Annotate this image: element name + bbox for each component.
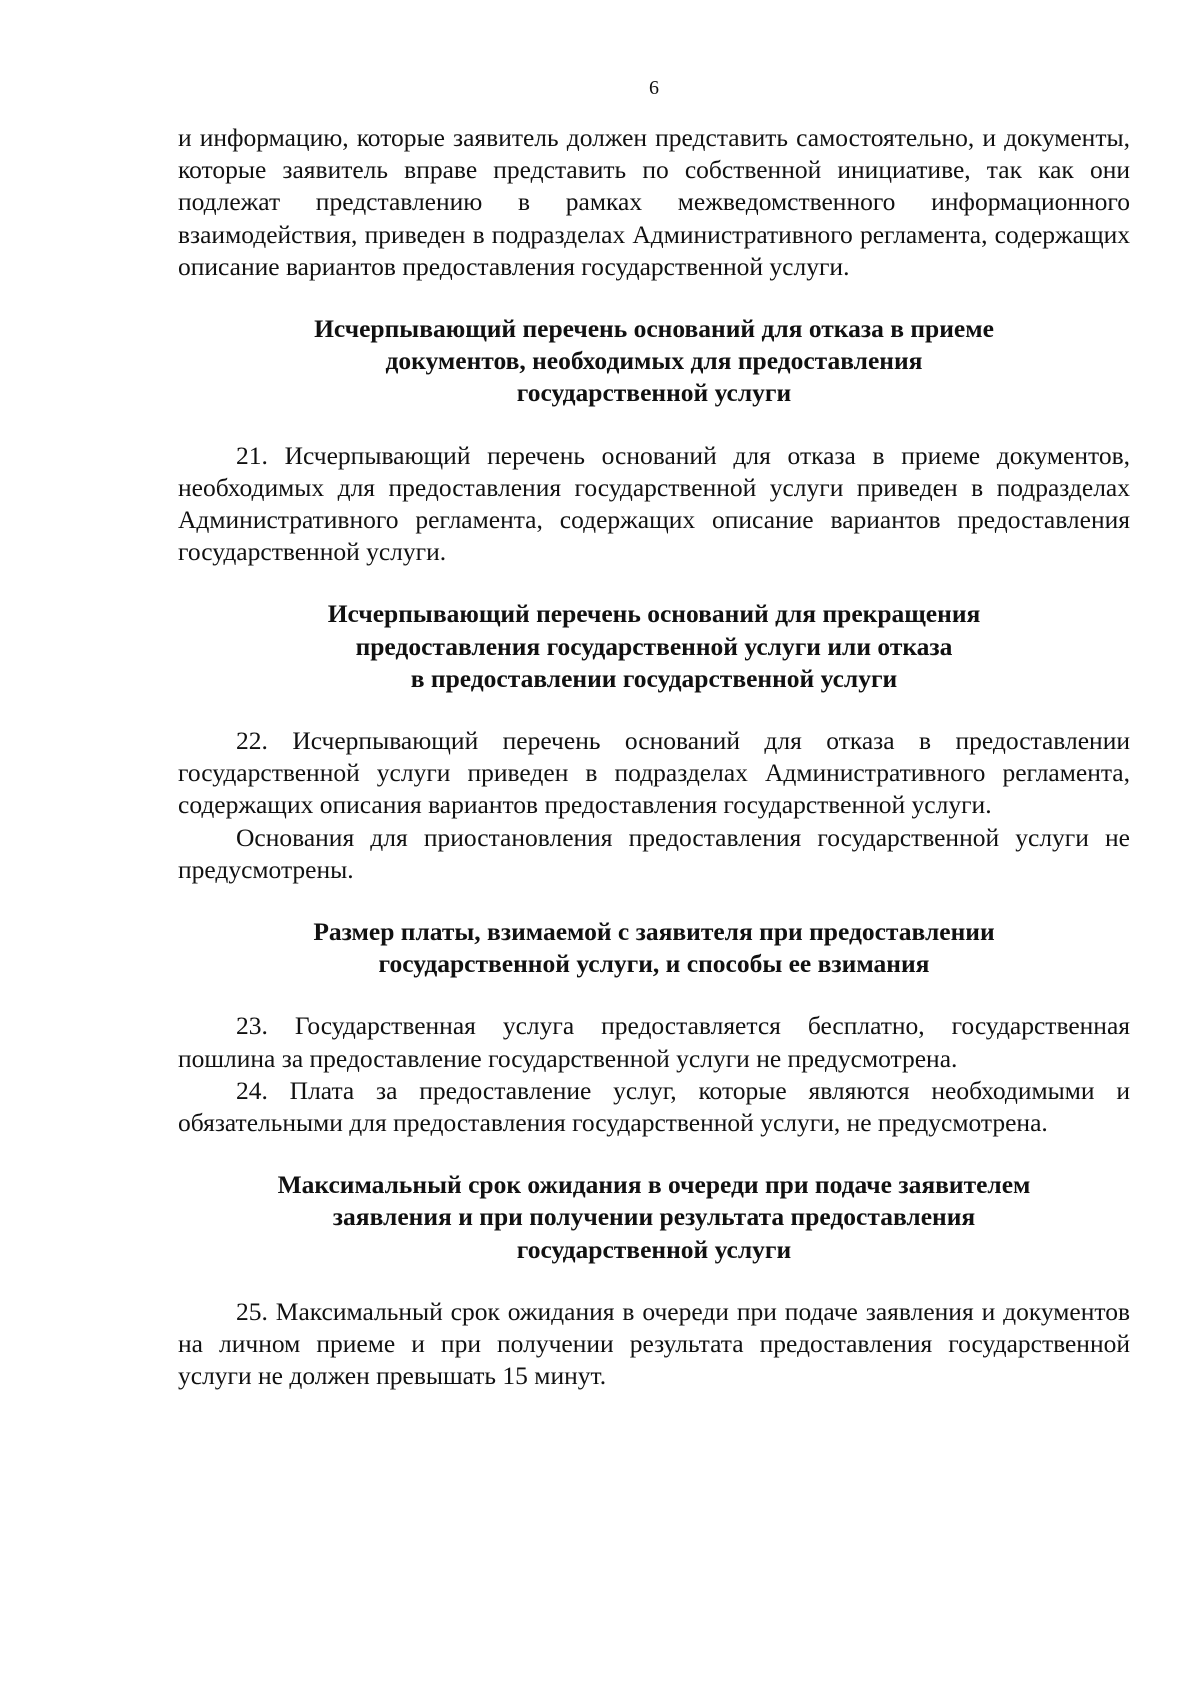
heading-line: Размер платы, взимаемой с заявителя при предоставлении — [313, 917, 995, 947]
heading-line: государственной услуги — [516, 1234, 792, 1264]
section-heading-termination-refusal — [178, 598, 1130, 695]
page-number: 6 — [649, 77, 659, 99]
paragraph-25: 25. Максимальный срок ожидания в очереди при подаче заявления и документов на личном приеме и при получении результата предоставления государственной услуги не должен превышать 15 минут. — [178, 1296, 1130, 1391]
heading-line: документов, необходимых для предоставления — [385, 346, 923, 376]
paragraph-22: 22. Исчерпывающий перечень оснований для отказа в предоставлении государственной услуги приведен в подразделах Административного регламента, содержащих описания вариантов предоставления государственной услуги. — [178, 726, 1130, 820]
section-heading-refusal-acceptance — [178, 313, 1130, 410]
heading-line: государственной услуги — [516, 378, 792, 408]
heading-line: Максимальный срок ожидания в очереди при подаче заявителем — [277, 1170, 1031, 1200]
heading-line: Исчерпывающий перечень оснований для отказа в приеме — [314, 314, 994, 344]
paragraph-suspension: Основания для приостановления предоставления государственной услуги не предусмотрены. — [178, 822, 1130, 884]
document-body — [178, 122, 1130, 1393]
heading-line: Исчерпывающий перечень оснований для прекращения — [327, 599, 981, 629]
heading-line: предоставления государственной услуги или отказа — [355, 631, 953, 661]
heading-line: в предоставлении государственной услуги — [410, 663, 898, 693]
paragraph-21: 21. Исчерпывающий перечень оснований для отказа в приеме документов, необходимых для предоставления государственной услуги приведен в подразделах Административного регламента, содержащих описание вариантов предоставления государственной услуги. — [178, 440, 1130, 567]
section-heading-queue-time — [178, 1169, 1130, 1266]
heading-line: заявления и при получении результата предоставления — [332, 1202, 976, 1232]
heading-line: государственной услуги, и способы ее взимания — [378, 949, 930, 979]
paragraph-23: 23. Государственная услуга предоставляется бесплатно, государственная пошлина за предоставление государственной услуги не предусмотрена. — [178, 1011, 1130, 1073]
section-heading-fees — [178, 916, 1130, 980]
paragraph-24: 24. Плата за предоставление услуг, которые являются необходимыми и обязательными для предоставления государственной услуги, не предусмотрена. — [178, 1075, 1130, 1138]
paragraph-intro-continuation: и информацию, которые заявитель должен представить самостоятельно, и документы, которые заявитель вправе представить по собственной инициативе, так как они подлежат представлению в рамках межведомственного информационного взаимодействия, приведен в подразделах Административного регламента, содержащих описание вариантов предоставления государственной услуги. — [178, 123, 1130, 281]
